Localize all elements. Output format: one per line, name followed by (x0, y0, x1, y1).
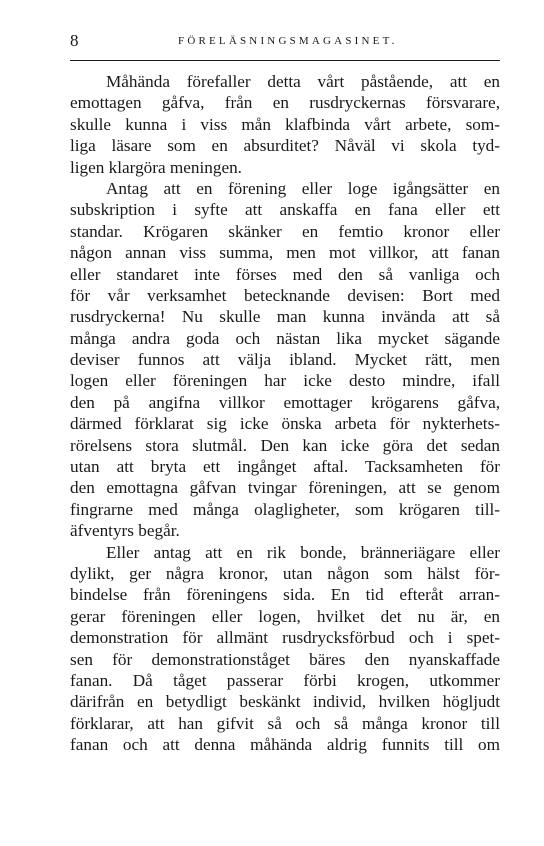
text-line: många andra goda och nästan lika mycket sägande (70, 328, 500, 348)
text-line: rusdryckerna! Nu skulle man kunna invända att så (70, 307, 500, 327)
text-line: därmed förklarat sig icke önska arbeta för nykterhets- (70, 414, 500, 434)
text-line: ligen klargöra meningen. (70, 157, 242, 177)
text-line: gerar föreningen eller logen, hvilket det nu är, en (70, 606, 500, 626)
text-line: standar. Krögaren skänker en femtio kronor eller (70, 221, 500, 241)
text-line: Eller antag att en rik bonde, bränneriägare eller (106, 542, 500, 562)
text-line: skulle kunna i viss mån klafbinda vårt arbete, som- (70, 114, 500, 134)
text-line: därifrån en betydligt beskänkt individ, hvilken högljudt (70, 692, 500, 712)
text-line: logen eller föreningen har icke desto mindre, ifall (70, 371, 500, 391)
text-line: fanan och att denna måhända aldrig funnits till om (70, 735, 500, 755)
header-rule (70, 60, 500, 61)
paragraph (70, 178, 500, 542)
text-line: fingrarne med många olagligheter, som krögaren till- (70, 499, 500, 519)
body-text (70, 71, 500, 756)
text-line: Måhända förefaller detta vårt påstående, att en (106, 72, 500, 91)
text-line: Antag att en förening eller loge igångsätter en (106, 178, 500, 198)
text-line: förklarar, att han gifvit så och så många kronor till (70, 713, 500, 733)
text-line: subskription i syfte att anskaffa en fana eller ett (70, 200, 500, 220)
text-line: eller standaret inte förses med den så vanliga och (70, 264, 500, 284)
text-line: sen för demonstrationståget bäres den nyanskaffade (70, 649, 500, 669)
text-line: emottagen gåfva, från en rusdryckernas försvarare, (70, 93, 500, 113)
text-line: utan att bryta ett ingånget aftal. Tacksamheten för (70, 457, 500, 477)
text-line: deviser funnos att välja ibland. Mycket rätt, men (70, 350, 500, 370)
text-line: fanan. Då tåget passerar förbi krogen, utkommer (70, 670, 500, 690)
page-number: 8 (70, 31, 79, 50)
text-line: dylikt, ger några kronor, utan någon som hälst för- (70, 563, 500, 583)
running-title: FÖRELÄSNINGSMAGASINET. (178, 35, 398, 47)
paragraph (70, 71, 500, 178)
paragraph (70, 542, 500, 756)
text-line: demonstration för allmänt rusdrycksförbud och i spet- (70, 628, 500, 648)
text-line: äfventyrs begår. (70, 521, 180, 541)
text-line: den på angifna villkor emottager krögarens gåfva, (70, 392, 500, 412)
text-line: den emottagna gåfvan tvingar föreningen, att se genom (70, 478, 500, 498)
text-line: någon annan viss summa, men mot villkor, att fanan (70, 243, 500, 263)
page-header (70, 31, 500, 55)
text-line: rörelsens stora slutmål. Den kan icke göra det sedan (70, 435, 500, 455)
text-line: för vår verksamhet betecknande devisen: Bort med (70, 285, 500, 305)
text-line: bindelse från föreningens sida. En tid efteråt arran- (70, 585, 500, 605)
text-line: liga läsare som en absurditet? Nåväl vi skola tyd- (70, 136, 500, 156)
